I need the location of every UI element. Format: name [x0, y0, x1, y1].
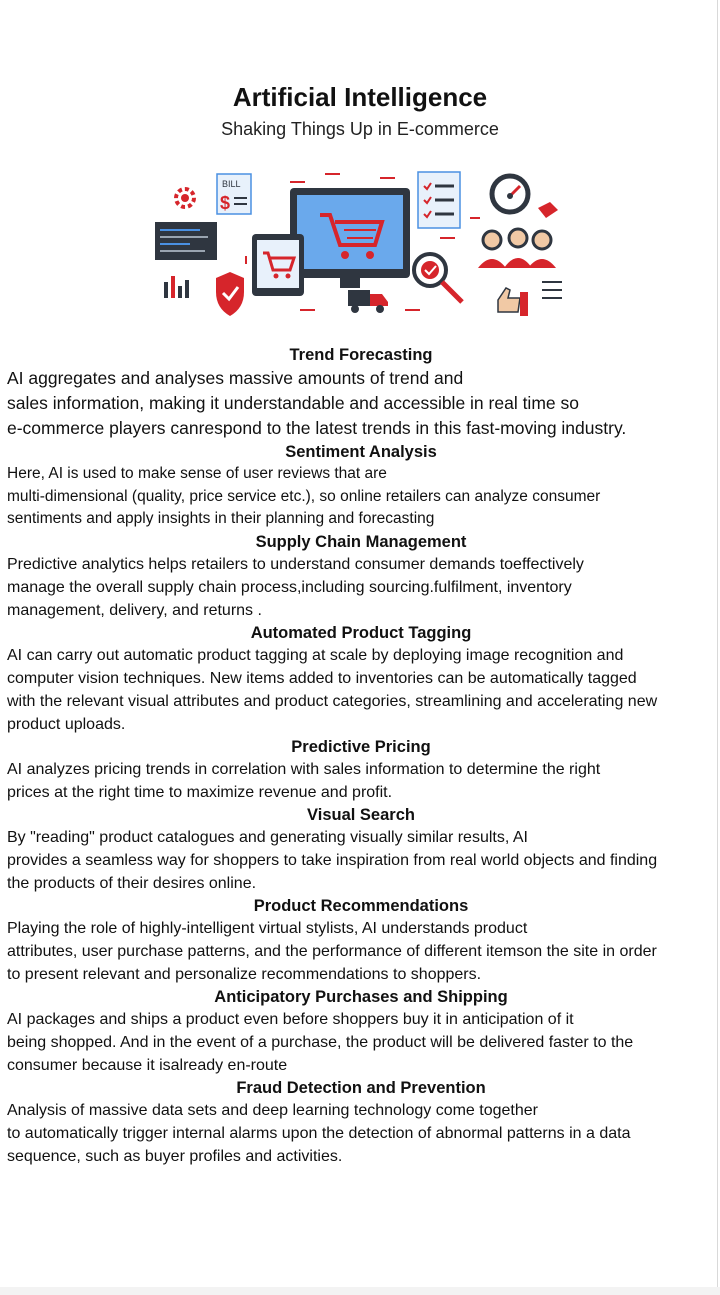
page-title: Artificial Intelligence	[232, 82, 488, 112]
svg-text:BILL: BILL	[222, 179, 241, 189]
section-visual-search	[7, 804, 715, 895]
section-anticipatory-purchases	[7, 986, 715, 1077]
section-supply-chain-management	[7, 531, 715, 622]
section-title: Fraud Detection and Prevention	[236, 1078, 486, 1097]
section-body: AI analyzes pricing trends in correlation with sales information to determine the right prices at the right time to maximize revenue and profit.	[7, 760, 601, 801]
shield-check-icon	[216, 272, 244, 316]
section-predictive-pricing	[7, 736, 715, 804]
bottom-strip	[0, 1287, 720, 1295]
section-body: Playing the role of highly-intelligent virtual stylists, AI understands product attributes, user purchase patterns, and the performance of different itemson the site in order to present relevant and personalize recommendations to shoppers.	[7, 919, 657, 983]
tablet-cart-icon	[252, 234, 304, 296]
magnifier-check-icon	[414, 254, 462, 302]
section-product-recommendations	[7, 895, 715, 986]
bar-chart-icon	[164, 276, 189, 298]
section-title: Anticipatory Purchases and Shipping	[214, 987, 508, 1006]
section-trend-forecasting	[7, 344, 715, 441]
section-title: Predictive Pricing	[291, 737, 431, 756]
section-body: Here, AI is used to make sense of user reviews that are multi-dimensional (quality, price service etc.), so online retailers can analyze consumer sentiments and apply insights in their planning and forecasting	[7, 465, 601, 527]
thumbs-up-icon	[498, 288, 528, 316]
section-sentiment-analysis	[7, 441, 715, 531]
section-body: Predictive analytics helps retailers to understand consumer demands toeffectively manage the overall supply chain process,including sourcing.fulfilment, inventory management, delivery, and returns .	[7, 555, 584, 619]
section-title: Supply Chain Management	[255, 532, 467, 551]
section-automated-product-tagging	[7, 622, 715, 736]
monitor-cart-icon	[290, 188, 410, 288]
section-title: Product Recommendations	[253, 896, 469, 915]
bill-icon	[217, 174, 251, 214]
section-title: Sentiment Analysis	[285, 443, 437, 461]
section-title: Automated Product Tagging	[250, 623, 472, 642]
section-title: Visual Search	[307, 805, 415, 824]
section-title: Trend Forecasting	[289, 346, 433, 364]
gear-icon	[176, 189, 194, 207]
section-body: AI can carry out automatic product tagging at scale by deploying image recognition and computer vision techniques. New items added to inventories can be automatically tagged with the relevant visual attributes and product categories, streamlining and accelerating new product uploads.	[7, 646, 658, 733]
section-fraud-detection	[7, 1077, 715, 1168]
code-panel-icon	[155, 222, 217, 260]
speedometer-icon	[492, 176, 528, 212]
page-subtitle: Shaking Things Up in E-commerce	[221, 119, 499, 139]
section-body: AI packages and ships a product even before shoppers buy it in anticipation of it being shopped. And in the event of a purchase, the product will be delivered faster to the consumer because it isalready en-route	[7, 1010, 634, 1074]
section-body: Analysis of massive data sets and deep learning technology come together to automatically trigger internal alarms upon the detection of abnormal patterns in a data sequence, such as buyer profiles and activities.	[7, 1101, 631, 1165]
svg-text:$: $	[220, 193, 231, 213]
list-icon	[542, 282, 562, 298]
page-edge	[717, 0, 718, 1295]
checklist-icon	[418, 172, 460, 228]
section-body: AI aggregates and analyses massive amounts of trend and sales information, making it understandable and accessible in real time so e-commerce players canrespond to the latest trends in this fast-moving industry.	[7, 368, 627, 438]
sections-container	[7, 344, 715, 1168]
section-body: By "reading" product catalogues and generating visually similar results, AI provides a seamless way for shoppers to take inspiration from real world objects and finding the products of their desires online.	[7, 828, 658, 892]
delivery-truck-icon	[348, 290, 388, 313]
users-group-icon	[478, 229, 556, 268]
ecommerce-ai-illustration	[150, 160, 570, 325]
price-tag-icon	[538, 202, 558, 218]
